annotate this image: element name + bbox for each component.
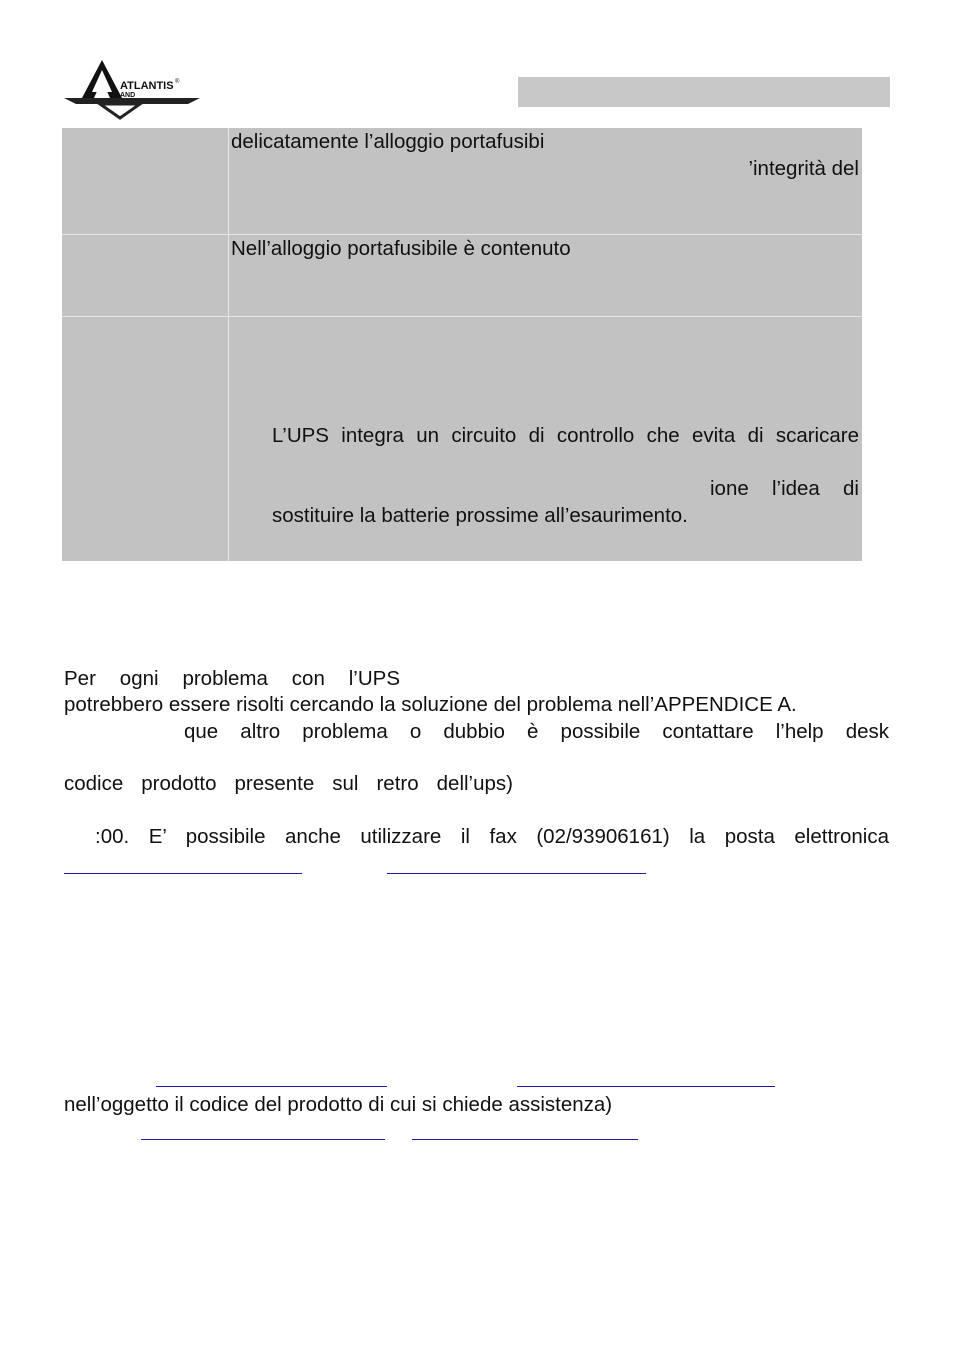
body-paragraph-3: que altro problema o dubbio è possibile contattare l’help desk <box>184 720 889 743</box>
logo-mark: ® <box>175 79 180 85</box>
body-paragraph-6: nell’oggetto il codice del prodotto di cui si chiede assistenza) <box>64 1093 613 1116</box>
website-link[interactable] <box>412 1139 638 1140</box>
table-row3-line3: sostituire la batterie prossime all’esaurimento. <box>272 504 688 527</box>
website-link[interactable] <box>517 1086 775 1087</box>
header-bar <box>518 77 890 107</box>
table-row1-line2: ’integrità del <box>748 157 859 180</box>
atlantis-logo <box>62 58 202 122</box>
body-paragraph-2: potrebbero essere risolti cercando la soluzione del problema nell’APPENDICE A. <box>64 693 797 716</box>
table-row-divider <box>62 316 862 317</box>
body-paragraph-1: Per ogni problema con l’UPS <box>64 667 400 690</box>
logo-triangle-icon <box>62 58 202 122</box>
body-paragraph-5: :00. E’ possibile anche utilizzare il fax (02/93906161) la posta elettronica <box>95 825 889 848</box>
table-row3-line1: L’UPS integra un circuito di controllo che evita di scaricare <box>272 424 859 447</box>
table-row3-line2: ione l’idea di <box>710 477 859 500</box>
email-link[interactable] <box>64 873 302 874</box>
body-paragraph-4: codice prodotto presente sul retro dell’ups) <box>64 772 513 795</box>
email-link[interactable] <box>387 873 646 874</box>
logo-text: ATLANTIS <box>120 80 174 92</box>
table-column-divider <box>228 128 229 561</box>
table-row-divider <box>62 234 862 235</box>
website-link[interactable] <box>156 1086 387 1087</box>
logo-subtext: AND <box>120 92 136 99</box>
table-row1-line1: delicatamente l’alloggio portafusibi <box>231 130 545 153</box>
website-link[interactable] <box>141 1139 385 1140</box>
table-row2-line1: Nell’alloggio portafusibile è contenuto <box>231 237 571 260</box>
